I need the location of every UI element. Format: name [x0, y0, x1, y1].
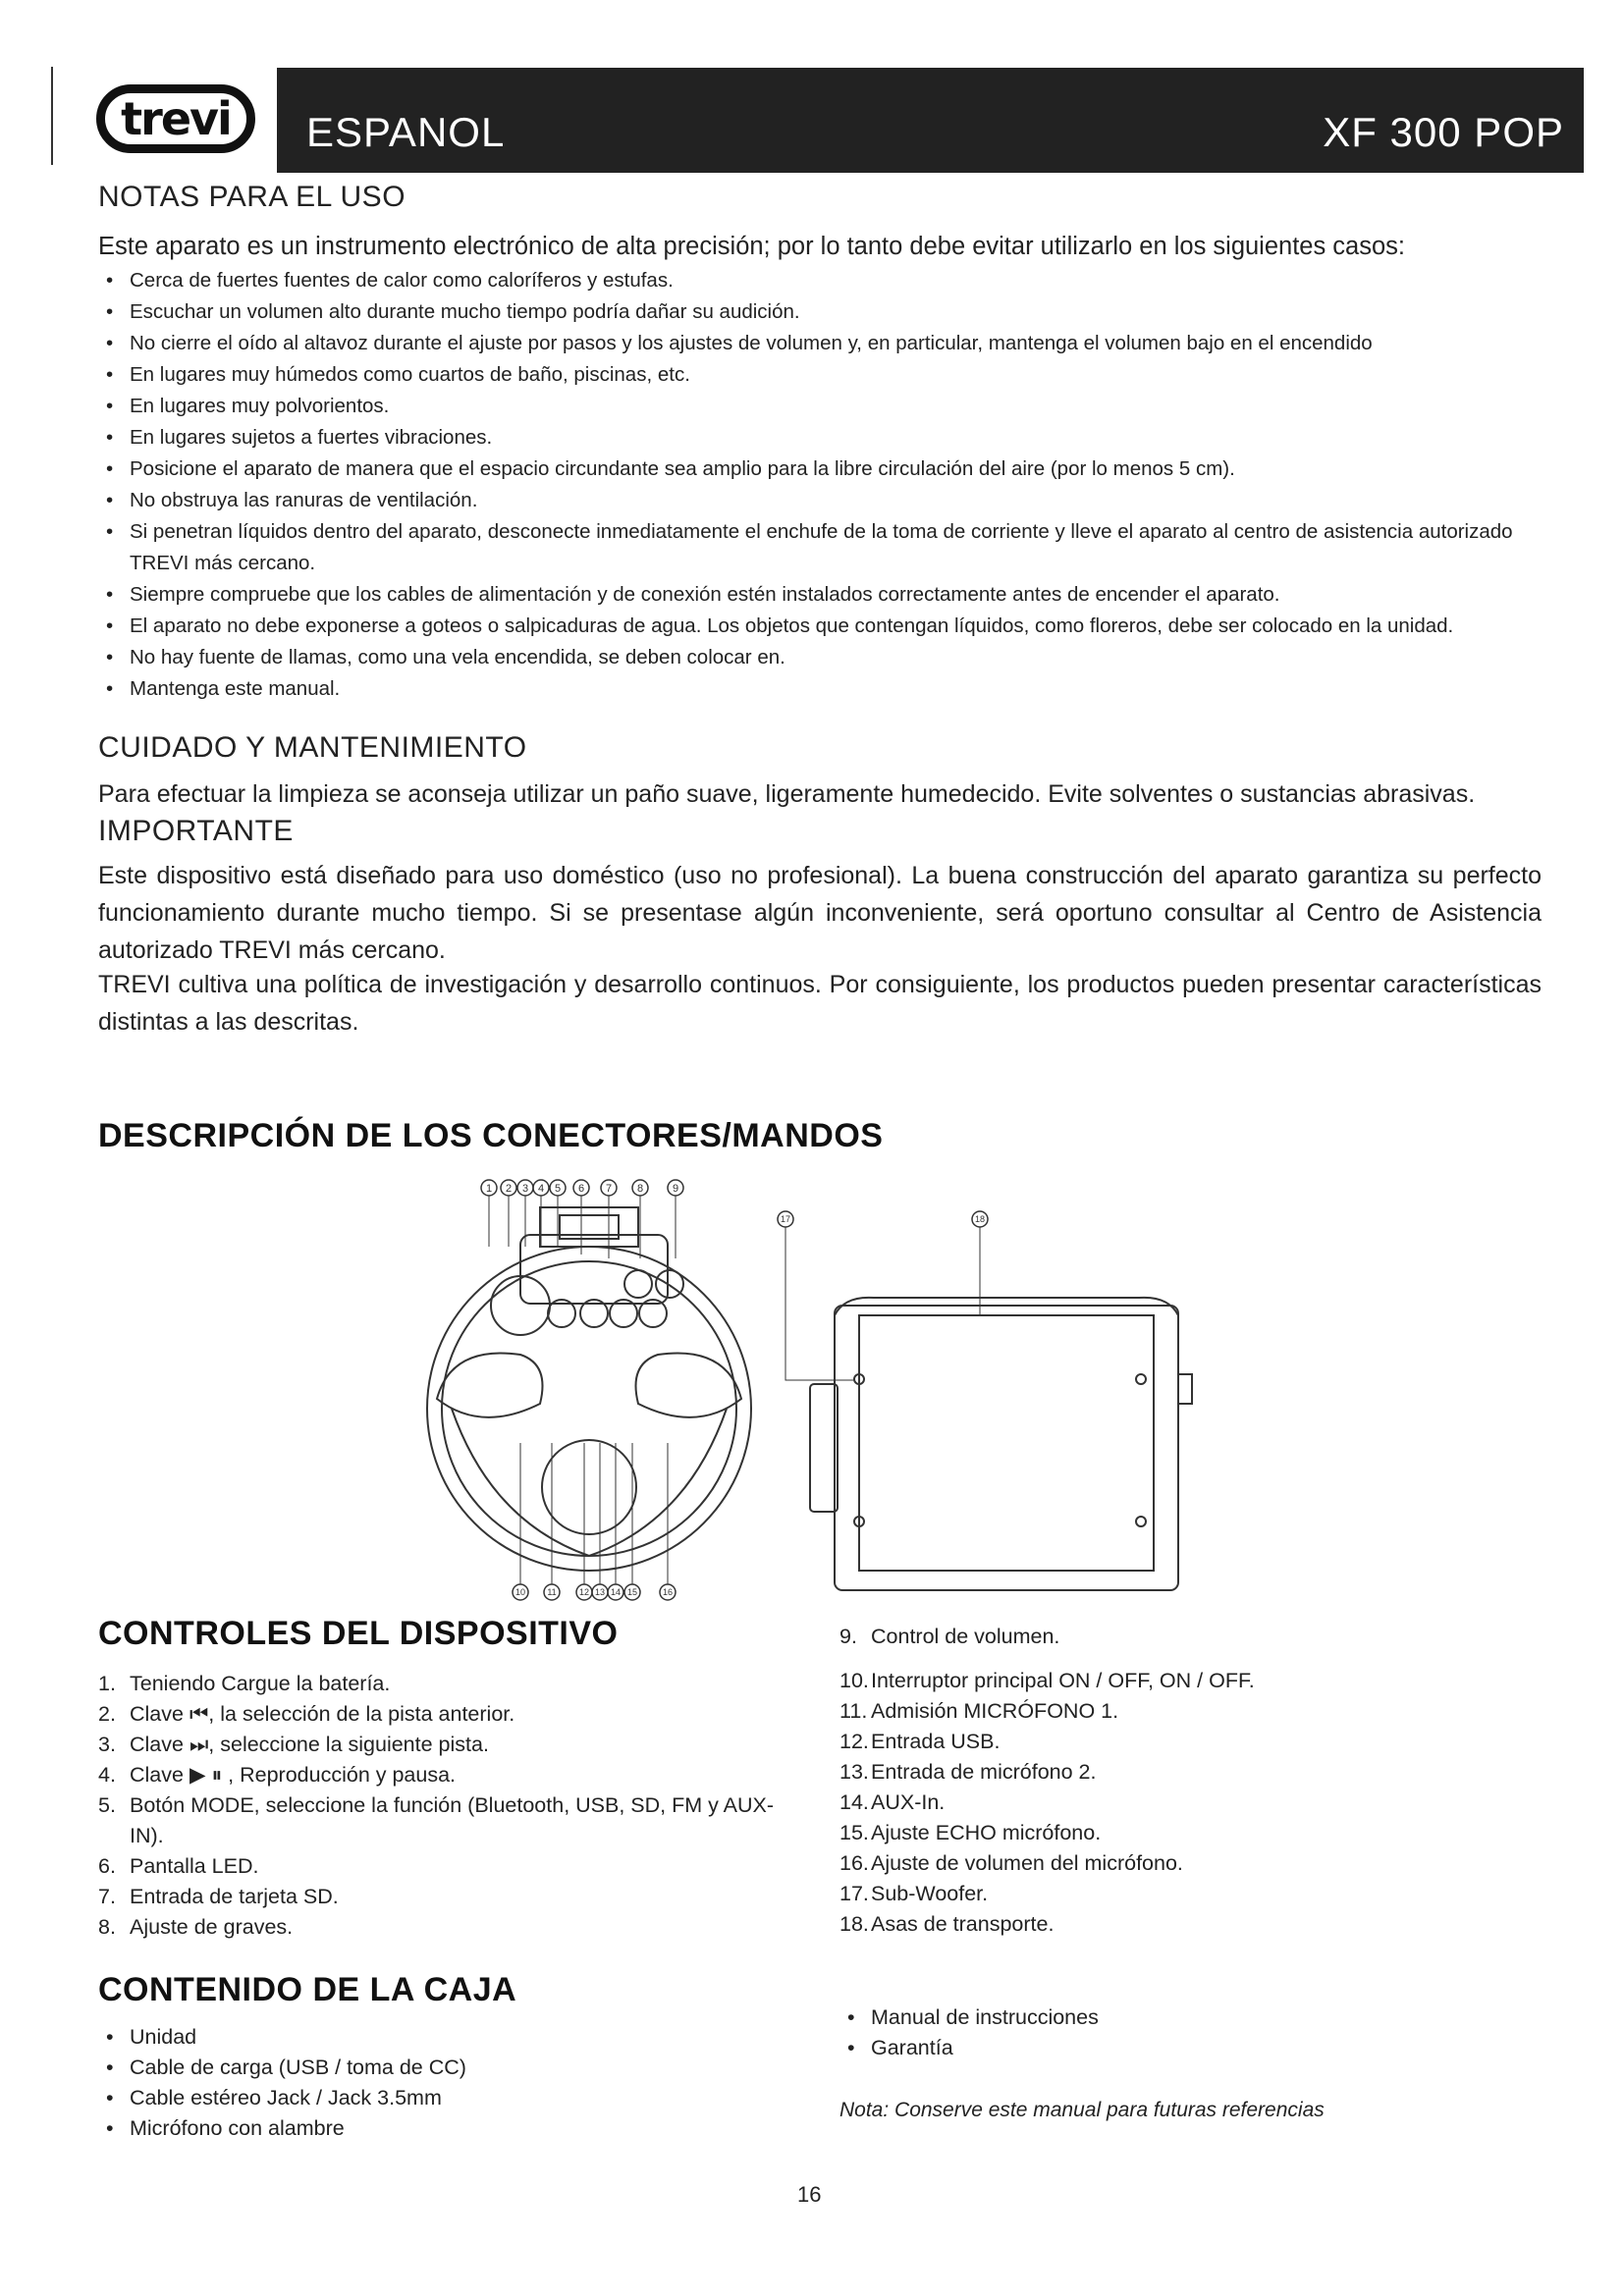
trevi-logo: trevi	[96, 84, 255, 153]
list-item: 7. Entrada de tarjeta SD.	[98, 1885, 339, 1908]
list-item: 5. Botón MODE, seleccione la función (Bluetooth, USB, SD, FM y AUX-IN).	[98, 1793, 775, 1847]
cuidado-text: Para efectuar la limpieza se aconseja utilizar un paño suave, ligeramente humedecido. Evite solventes o sustancias abrasivas.	[98, 780, 1476, 808]
side-view	[810, 1298, 1192, 1590]
list-item: 6. Pantalla LED.	[98, 1854, 259, 1878]
callout-label: 2	[505, 1183, 513, 1195]
notas-list	[98, 265, 1551, 705]
list-item: • Si penetran líquidos dentro del aparato, desconecte inmediatamente el enchufe de la toma de corriente y lleve el aparato al centro de asistencia autorizado TREVI más cercano.	[98, 516, 1551, 579]
list-item: 15. Ajuste ECHO micrófono.	[839, 1821, 1102, 1844]
model-label: XF 300 POP	[1323, 109, 1564, 155]
language-label: ESPANOL	[306, 109, 506, 155]
importante-title: IMPORTANTE	[98, 815, 294, 847]
callout-label: 9	[672, 1183, 679, 1195]
callout-label: 5	[554, 1183, 562, 1195]
callout-label: 16	[662, 1587, 674, 1597]
list-item: • En lugares sujetos a fuertes vibraciones.	[98, 422, 1551, 454]
contenido-list-right	[839, 2002, 1527, 2063]
notas-intro: Este aparato es un instrumento electrónico de alta precisión; por lo tanto debe evitar utilizarlo en los siguientes casos:	[98, 233, 1406, 260]
list-item: 8. Ajuste de graves.	[98, 1915, 294, 1939]
callout-label: 13	[594, 1587, 606, 1597]
cuidado-title: CUIDADO Y MANTENIMIENTO	[98, 731, 527, 764]
descripcion-title: DESCRIPCIÓN DE LOS CONECTORES/MANDOS	[98, 1117, 884, 1154]
list-item: 17. Sub-Woofer.	[839, 1882, 989, 1905]
margin-rule	[51, 67, 53, 165]
callout-label: 17	[780, 1214, 791, 1224]
storage-note: Nota: Conserve este manual para futuras referencias	[839, 2099, 1325, 2121]
list-item: • Unidad	[98, 2022, 785, 2053]
list-item: • Micrófono con alambre	[98, 2113, 785, 2144]
contenido-list-left	[98, 2022, 785, 2144]
controles-title: CONTROLES DEL DISPOSITIVO	[98, 1615, 619, 1652]
list-item: • No hay fuente de llamas, como una vela encendida, se deben colocar en.	[98, 642, 1551, 673]
header-bar	[277, 68, 1584, 173]
notas-title: NOTAS PARA EL USO	[98, 181, 406, 213]
list-item: • Garantía	[839, 2033, 1527, 2063]
list-item: 10. Interruptor principal ON / OFF, ON / OFF.	[839, 1669, 1255, 1692]
callout-label: 10	[514, 1587, 526, 1597]
list-item: • No obstruya las ranuras de ventilación.	[98, 485, 1551, 516]
list-item: 9. Control de volumen.	[839, 1625, 1060, 1648]
list-item: • Cable de carga (USB / toma de CC)	[98, 2053, 785, 2083]
list-item: • No cierre el oído al altavoz durante el ajuste por pasos y los ajustes de volumen y, en particular, mantenga el volumen bajo en el encendido	[98, 328, 1551, 359]
importante-text-2: TREVI cultiva una política de investigación y desarrollo continuos. Por consiguiente, los productos pueden presentar características distintas a las descritas.	[98, 971, 1542, 1036]
callout-label: 8	[636, 1183, 644, 1195]
callout-label: 18	[974, 1214, 986, 1224]
list-item: • Siempre compruebe que los cables de alimentación y de conexión estén instalados correctamente antes de encender el aparato.	[98, 579, 1551, 611]
list-item: 12. Entrada USB.	[839, 1730, 1001, 1753]
device-diagram	[412, 1168, 1237, 1620]
list-item: • El aparato no debe exponerse a goteos o salpicaduras de agua. Los objetos que contengan líquidos, como floreros, debe ser colocado en la unidad.	[98, 611, 1551, 642]
callout-label: 7	[605, 1183, 613, 1195]
list-item: • Mantenga este manual.	[98, 673, 1551, 705]
importante-text-1: Este dispositivo está diseñado para uso doméstico (uso no profesional). La buena construcción del aparato garantiza su perfecto funcionamiento durante mucho tiempo. Si se presentase algún inconveniente, será oportuno consultar al Centro de Asistencia autorizado TREVI más cercano.	[98, 862, 1542, 964]
contenido-title: CONTENIDO DE LA CAJA	[98, 1971, 517, 2008]
callout-label: 12	[578, 1587, 590, 1597]
list-item: • Escuchar un volumen alto durante mucho tiempo podría dañar su audición.	[98, 296, 1551, 328]
list-item: 11. Admisión MICRÓFONO 1.	[839, 1699, 1119, 1723]
list-item: • Manual de instrucciones	[839, 2002, 1527, 2033]
controles-list-left	[98, 1669, 805, 1943]
callout-label: 14	[610, 1587, 622, 1597]
list-item: • Cerca de fuertes fuentes de calor como caloríferos y estufas.	[98, 265, 1551, 296]
list-item: • En lugares muy polvorientos.	[98, 391, 1551, 422]
list-item: 3. Clave ⏭, seleccione la siguiente pista.	[98, 1733, 489, 1756]
callout-label: 11	[547, 1587, 557, 1597]
controles-list-right	[839, 1622, 1527, 1940]
list-item: 14. AUX-In.	[839, 1790, 946, 1814]
list-item: 4. Clave ▶ ⏸ , Reproducción y pausa.	[98, 1763, 457, 1787]
list-item: 2. Clave ⏮, la selección de la pista anterior.	[98, 1702, 515, 1726]
callout-label: 6	[577, 1183, 585, 1195]
list-item: • En lugares muy húmedos como cuartos de baño, piscinas, etc.	[98, 359, 1551, 391]
list-item: • Posicione el aparato de manera que el espacio circundante sea amplio para la libre circulación del aire (por lo menos 5 cm).	[98, 454, 1551, 485]
list-item: • Cable estéreo Jack / Jack 3.5mm	[98, 2083, 785, 2113]
list-item: 16. Ajuste de volumen del micrófono.	[839, 1851, 1183, 1875]
callout-label: 1	[485, 1183, 493, 1195]
callout-label: 15	[626, 1587, 638, 1597]
callout-label: 4	[537, 1183, 545, 1195]
front-view	[427, 1207, 751, 1571]
callout-label: 3	[521, 1183, 529, 1195]
list-item: 13. Entrada de micrófono 2.	[839, 1760, 1097, 1784]
list-item: 1. Teniendo Cargue la batería.	[98, 1672, 391, 1695]
page-number: 16	[797, 2182, 822, 2207]
list-item: 18. Asas de transporte.	[839, 1912, 1055, 1936]
